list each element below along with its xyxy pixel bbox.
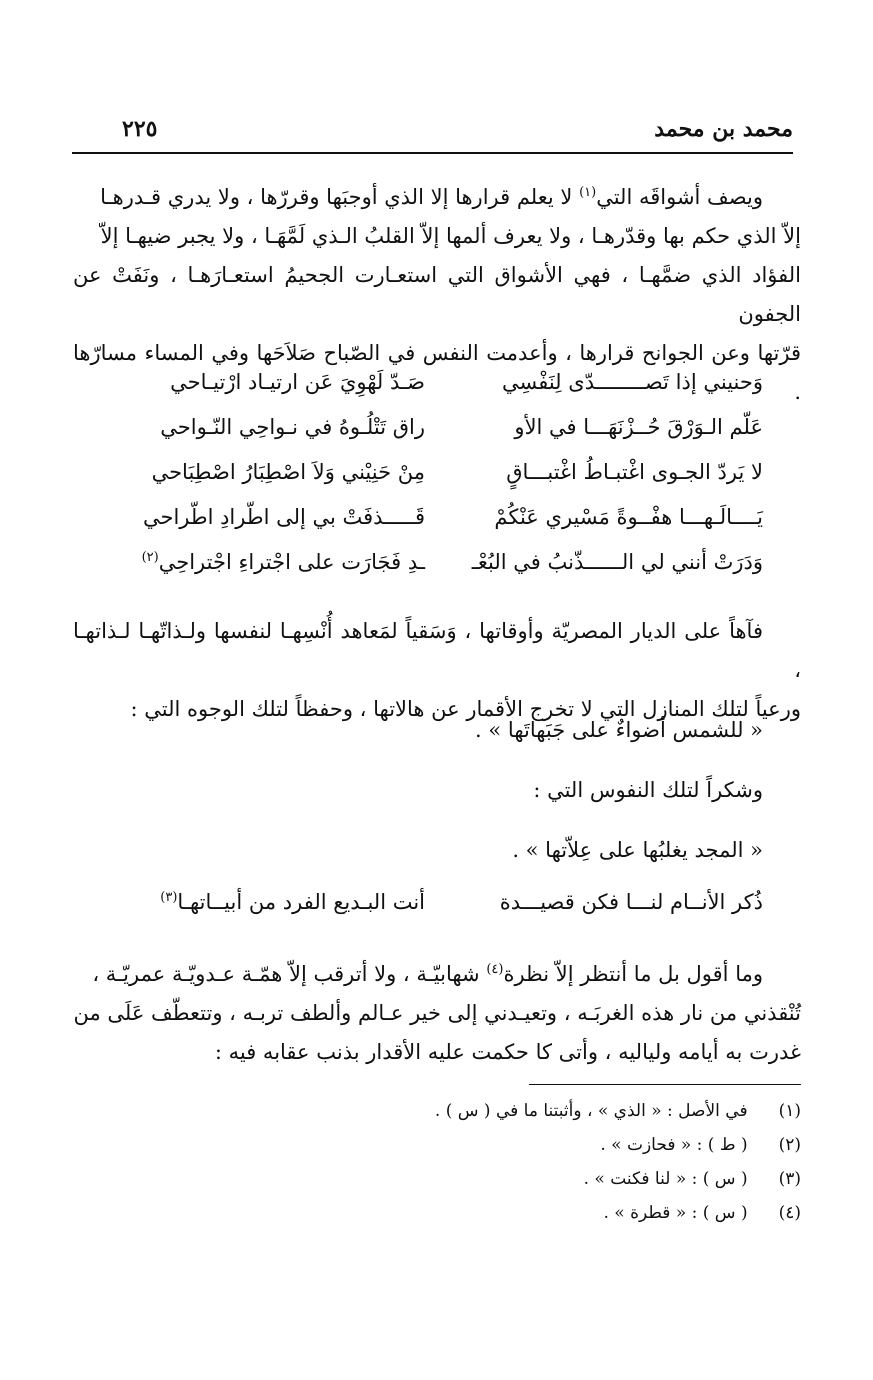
footnote-item bbox=[73, 1162, 801, 1196]
paragraph-2-line-1: فآهاً على الديار المصريّة وأوقاتها ، وَسَقياً لمَعاهد أُنْسِهـا لنفسها ولـذاتّهـا لـذاتهـا ، bbox=[73, 619, 801, 682]
footnote-number: (١) bbox=[778, 1101, 801, 1121]
paragraph-2-line-2: ورعياً لتلك المنازل التي لا تخرج الأقمار عن هالاتها ، وحفظاً لتلك الوجوه التي : bbox=[130, 697, 801, 721]
verse-first-hemistich: يَــــالَـهـــا هفْــوةً مَسْيري عَنْكُمْ bbox=[494, 505, 763, 529]
footnote-text: ( س ) : « لنا فكنت » . bbox=[583, 1169, 748, 1189]
verse-second-hemistich: قَـــــذفَتْ بي إلى اطّرادِ اطّراحي bbox=[142, 505, 425, 529]
footnote-ref-3[interactable]: (٣) bbox=[160, 890, 178, 905]
footnote-number: (٤) bbox=[778, 1203, 801, 1223]
paragraph-3-line-2: تُنْقذني من نار هذه الغربَـه ، وتعيـدني إلى خير عـالم وألطف تربـه ، وتتعطّف عَلَى من bbox=[73, 1001, 801, 1025]
poem-verse bbox=[73, 460, 801, 505]
paragraph-1-line-3: الفؤاد الذي ضمَّهـا ، فهي الأشواق التي استعـارت الجحيمُ استعـارَهـا ، ونَفَتْ عن الجفون bbox=[73, 263, 801, 326]
footnote-number: (٢) bbox=[778, 1135, 801, 1155]
paragraph-1-line-1: ويصف أشواقَه التي$^{(١)}$ لا يعلم قرارها إلا الذي أوجبَها وقررّها ، ولا يدري قـدرهـا bbox=[100, 185, 763, 209]
verse-second-hemistich: ـدِ فَجَارَت على اجْتراءِ اجْتراحِي$^{(٢)}$ bbox=[141, 550, 425, 574]
verse-second-hemistich: راق تَتْلُـوهُ في نـواحِي النّـواحي bbox=[160, 415, 425, 439]
footnote-item bbox=[73, 1094, 801, 1128]
verse-first-hemistich: وَدَرَتْ أنني لي الــــــذّنبُ في البُعْـ bbox=[471, 550, 763, 574]
verse-second-hemistich: مِنْ حَنِيْني وَلاَ اصْطِبَارُ اصْطِبَاحي bbox=[151, 460, 425, 484]
footnote-item bbox=[73, 1196, 801, 1230]
poem-verse bbox=[73, 370, 801, 415]
paragraph-3 bbox=[73, 955, 801, 1072]
verse-second-hemistich: صَـدّ لَهْوِيَ عَن ارتيـاد ارْتيـاحي bbox=[170, 370, 425, 394]
footnote-ref-2[interactable]: (٢) bbox=[141, 550, 159, 565]
paragraph-3-line-3: غدرت به أيامه ولياليه ، وأتى كا حكمت عليه الأقدار بذنب عقابه فيه : bbox=[214, 1040, 801, 1064]
poem-verse bbox=[73, 550, 801, 595]
verse-first-hemistich: لا يَردّ الجـوى اغْتبـاطُ اغْتبـــاقٍ bbox=[506, 460, 763, 484]
verse-first-hemistich: عَلّم الـوَرْقَ حُــزْنَهَـــا في الأو bbox=[514, 415, 763, 439]
single-verse bbox=[73, 890, 801, 934]
verse-first-hemistich: ذُكر الأنــام لنـــا فكن قصيـــدة bbox=[499, 890, 763, 914]
running-title: محمد بن محمد bbox=[654, 116, 793, 142]
page-header bbox=[72, 112, 793, 154]
footnote-number: (٣) bbox=[778, 1169, 801, 1189]
poem-verse bbox=[73, 415, 801, 460]
poem bbox=[73, 370, 801, 595]
footnote-divider bbox=[529, 1084, 801, 1085]
footnote-text: ( س ) : « قطرة » . bbox=[603, 1203, 748, 1223]
footnote-ref-4[interactable]: (٤) bbox=[486, 962, 504, 977]
paragraph-2 bbox=[73, 612, 801, 729]
page-number: ٢٢٥ bbox=[122, 116, 158, 142]
quote-line-2: وشكراً لتلك النفوس التي : bbox=[533, 778, 763, 802]
paragraph-3-line-1: وما أقول بل ما أنتظر إلاّ نظرة$^{(٤)}$ شهابيّـة ، ولا أترقب إلاّ همّـة عـدويّـة عمريّـة ، bbox=[92, 962, 763, 986]
footnote-text: في الأصل : « الذي » ، وأثبتنا ما في ( س ) . bbox=[434, 1101, 748, 1121]
verse-second-hemistich: أنت البـديع الفرد من أبيــاتهـا$^{(٣)}$ bbox=[160, 890, 425, 914]
paragraph-1-line-2: إلاّ الذي حكم بها وقدّرهـا ، ولا يعرف ألمها إلاّ القلبُ الـذي لَمَّهَـا ، ولا يجبر ضيهـا إلاّ bbox=[100, 224, 801, 248]
poem-verse bbox=[73, 505, 801, 550]
footnotes bbox=[73, 1094, 801, 1230]
footnote-text: ( ط ) : « فحازت » . bbox=[600, 1135, 748, 1155]
paragraph-1-line-4: قرّتها وعن الجوانح قرارها ، وأعدمت النفس في الصّباح صَلاَحَها وفي المساء مسارّها . bbox=[73, 341, 801, 404]
quote-line-1: « للشمس أضواءٌ على جَبَهاتَها » . bbox=[475, 718, 763, 742]
quote-line-3: « المجد يغلبُها على عِلاّتها » . bbox=[512, 838, 763, 862]
verse-first-hemistich: وَحنيني إذا تَصــــــــدّى لِنَفْسِي bbox=[501, 370, 763, 394]
footnote-ref-1[interactable]: (١) bbox=[579, 185, 597, 200]
footnote-item bbox=[73, 1128, 801, 1162]
